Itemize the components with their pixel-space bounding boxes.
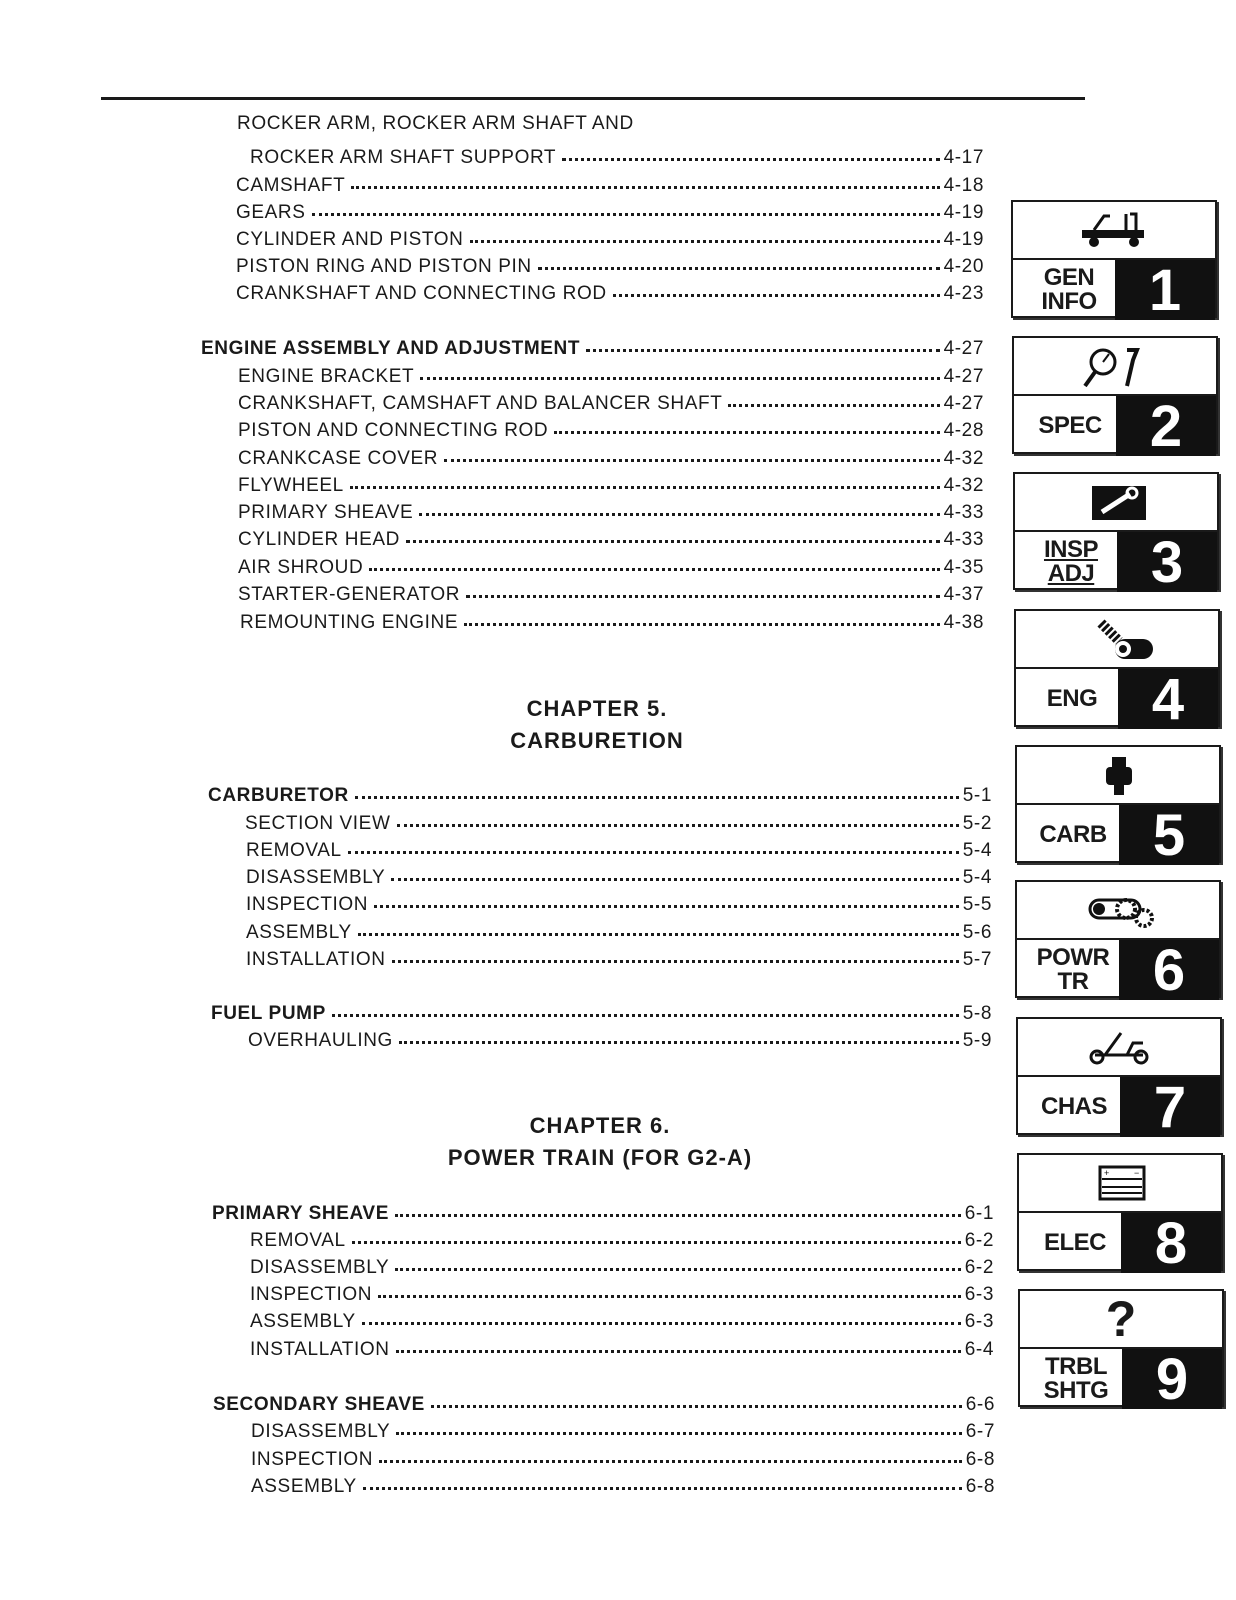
toc-entry-label: DISASSEMBLY bbox=[251, 1421, 391, 1442]
tab-code: SPEC bbox=[1038, 412, 1102, 439]
toc-heading-label: ENGINE ASSEMBLY AND ADJUSTMENT bbox=[201, 338, 581, 359]
chapter-number: CHAPTER 6. bbox=[529, 1113, 671, 1138]
tab-code: POWR TR bbox=[1036, 944, 1110, 995]
toc-entry-label: SECTION VIEW bbox=[245, 813, 391, 834]
dot-leader bbox=[332, 994, 959, 1017]
toc-entry-label: GEARS bbox=[236, 202, 306, 223]
dot-leader bbox=[350, 466, 940, 489]
tab-code: ENG bbox=[1046, 685, 1098, 712]
toc-entry-page: 4-19 bbox=[943, 202, 984, 223]
toc-entry-page: 4-35 bbox=[943, 557, 984, 578]
dot-leader bbox=[369, 548, 939, 571]
toc-entry-label: ENGINE BRACKET bbox=[238, 366, 415, 387]
toc-entry-page: 6-8 bbox=[965, 1476, 995, 1497]
toc-entry[interactable] bbox=[238, 441, 984, 469]
tab-number: 7 bbox=[1120, 1077, 1220, 1137]
tab-number: 4 bbox=[1118, 669, 1218, 729]
golf-cart-icon bbox=[1013, 202, 1215, 258]
toc-entry-label: CRANKSHAFT, CAMSHAFT AND BALANCER SHAFT bbox=[238, 393, 723, 414]
toc-entry-page: 4-18 bbox=[943, 175, 984, 196]
dot-leader bbox=[464, 603, 939, 626]
chapter-number: CHAPTER 5. bbox=[526, 696, 668, 721]
toc-entry-label: CYLINDER HEAD bbox=[238, 529, 400, 550]
toc-entry[interactable] bbox=[250, 1250, 994, 1278]
toc-entry-label: REMOVAL bbox=[246, 840, 342, 861]
dot-leader bbox=[355, 776, 959, 799]
tab-number: 9 bbox=[1122, 1349, 1222, 1409]
toc-entry-label: STARTER-GENERATOR bbox=[238, 584, 461, 605]
dot-leader bbox=[444, 439, 939, 462]
toc-entry[interactable] bbox=[236, 168, 984, 196]
dot-leader bbox=[470, 220, 940, 243]
toc-entry-page: 5-4 bbox=[962, 867, 992, 888]
svg-text:+: + bbox=[1104, 1168, 1110, 1178]
toc-entry-page: 6-2 bbox=[964, 1230, 994, 1251]
toc-heading-label: SECONDARY SHEAVE bbox=[213, 1394, 425, 1415]
toc-entry-label: CRANKCASE COVER bbox=[238, 448, 439, 469]
svg-text:−: − bbox=[1134, 1168, 1140, 1178]
tab-code: TRBL SHTG bbox=[1043, 1353, 1109, 1404]
toc-entry-page: 4-27 bbox=[943, 366, 984, 387]
dot-leader bbox=[420, 357, 939, 380]
tab-carb[interactable] bbox=[1015, 745, 1221, 868]
dot-leader bbox=[613, 274, 940, 297]
toc-entry-page: 6-2 bbox=[964, 1257, 994, 1278]
toc-entry[interactable] bbox=[236, 195, 984, 223]
toc-heading-page: 5-1 bbox=[962, 785, 992, 806]
tab-code: GEN INFO bbox=[1041, 264, 1097, 315]
dot-leader bbox=[431, 1385, 962, 1408]
tab-number: 3 bbox=[1117, 532, 1217, 592]
toc-entry-page: 5-5 bbox=[962, 894, 992, 915]
tab-code: CARB bbox=[1039, 821, 1107, 848]
toc-entry-page: 6-4 bbox=[964, 1339, 994, 1360]
toc-entry-label: CYLINDER AND PISTON bbox=[236, 229, 464, 250]
toc-heading-page: 6-6 bbox=[965, 1394, 995, 1415]
toc-entry-label: OVERHAULING bbox=[248, 1030, 393, 1051]
toc-entry[interactable] bbox=[251, 1469, 995, 1497]
toc-entry[interactable] bbox=[246, 833, 992, 861]
chapter-title: CARBURETION bbox=[510, 728, 684, 753]
toc-entry-page: 6-8 bbox=[965, 1449, 995, 1470]
dot-leader bbox=[406, 520, 940, 543]
toc-entry[interactable] bbox=[238, 495, 984, 523]
dot-leader bbox=[379, 1440, 962, 1463]
tab-gen-info[interactable] bbox=[1011, 200, 1217, 323]
tab-code: INSP ADJ bbox=[1043, 536, 1098, 587]
toc-entry[interactable] bbox=[246, 860, 992, 888]
toc-entry[interactable] bbox=[236, 276, 984, 304]
toc-entry[interactable] bbox=[236, 249, 984, 277]
toc-entry bbox=[237, 113, 634, 137]
dot-leader bbox=[397, 804, 959, 827]
toc-entry-page: 4-32 bbox=[943, 448, 984, 469]
toc-heading-page: 6-1 bbox=[964, 1203, 994, 1224]
gauge-caliper-icon bbox=[1014, 338, 1216, 394]
dot-leader bbox=[348, 831, 959, 854]
tab-code: CHAS bbox=[1040, 1093, 1107, 1120]
toc-entry-page: 5-6 bbox=[962, 922, 992, 943]
toc-entry[interactable] bbox=[250, 140, 984, 168]
dot-leader bbox=[728, 384, 939, 407]
tab-number: 5 bbox=[1119, 805, 1219, 865]
tab-spec[interactable] bbox=[1012, 336, 1218, 459]
toc-entry[interactable] bbox=[238, 577, 984, 605]
toc-entry-label: INSTALLATION bbox=[246, 949, 386, 970]
toc-entry-label: ASSEMBLY bbox=[246, 922, 352, 943]
dot-leader bbox=[378, 1275, 961, 1298]
tab-elec[interactable] bbox=[1017, 1153, 1223, 1276]
toc-entry-page: 4-19 bbox=[943, 229, 984, 250]
tab-number: 8 bbox=[1121, 1213, 1221, 1273]
toc-entry-page: 6-7 bbox=[965, 1421, 995, 1442]
toc-entry-label: PISTON RING AND PISTON PIN bbox=[236, 256, 532, 277]
toc-heading-label: PRIMARY SHEAVE bbox=[212, 1203, 389, 1224]
dot-leader bbox=[352, 1221, 961, 1244]
dot-leader bbox=[395, 1248, 960, 1271]
tab-powr-tr[interactable] bbox=[1015, 880, 1221, 1003]
toc-entry[interactable] bbox=[238, 359, 984, 387]
dot-leader bbox=[554, 411, 939, 434]
toc-entry-label: INSPECTION bbox=[246, 894, 369, 915]
toc-entry[interactable] bbox=[250, 1223, 994, 1251]
toc-entry-label: DISASSEMBLY bbox=[246, 867, 386, 888]
toc-entry-label: CRANKSHAFT AND CONNECTING ROD bbox=[236, 283, 607, 304]
carburetor-icon bbox=[1017, 747, 1219, 803]
toc-entry-label: PISTON AND CONNECTING ROD bbox=[238, 420, 549, 441]
toc-entry-page: 4-33 bbox=[943, 529, 984, 550]
tab-code: ELEC bbox=[1043, 1229, 1106, 1256]
toc-entry[interactable] bbox=[236, 222, 984, 250]
gears-belt-icon bbox=[1017, 882, 1219, 938]
toc-entry[interactable] bbox=[238, 386, 984, 414]
toc-entry-page: 5-2 bbox=[962, 813, 992, 834]
dot-leader bbox=[362, 1302, 961, 1325]
toc-entry-label: INSTALLATION bbox=[250, 1339, 390, 1360]
chassis-icon bbox=[1018, 1019, 1220, 1075]
toc-entry-label: FLYWHEEL bbox=[238, 475, 344, 496]
toc-entry[interactable] bbox=[246, 887, 992, 915]
dot-leader bbox=[374, 885, 959, 908]
toc-entry-label: ASSEMBLY bbox=[251, 1476, 357, 1497]
toc-entry-page: 6-3 bbox=[964, 1284, 994, 1305]
dot-leader bbox=[466, 575, 940, 598]
toc-entry[interactable] bbox=[238, 522, 984, 550]
toc-entry-page: 4-17 bbox=[943, 147, 984, 168]
battery-icon bbox=[1019, 1155, 1221, 1211]
toc-heading-page: 5-8 bbox=[962, 1003, 992, 1024]
toc-entry-label: ROCKER ARM, ROCKER ARM SHAFT AND bbox=[237, 113, 634, 134]
toc-entry-page: 4-28 bbox=[943, 420, 984, 441]
dot-leader bbox=[391, 858, 958, 881]
dot-leader bbox=[363, 1467, 962, 1490]
toc-entry[interactable] bbox=[250, 1304, 994, 1332]
toc-entry[interactable] bbox=[250, 1332, 994, 1360]
tab-insp-adj[interactable] bbox=[1013, 472, 1219, 595]
toc-heading[interactable] bbox=[211, 996, 992, 1024]
tab-number: 6 bbox=[1119, 940, 1219, 1000]
tab-trbl-shtg[interactable] bbox=[1018, 1289, 1224, 1412]
toc-entry-page: 6-3 bbox=[964, 1311, 994, 1332]
toc-entry[interactable] bbox=[246, 915, 992, 943]
toc-entry-label: AIR SHROUD bbox=[238, 557, 364, 578]
toc-heading[interactable] bbox=[212, 1196, 994, 1224]
toc-entry-label: DISASSEMBLY bbox=[250, 1257, 390, 1278]
toc-entry-page: 5-9 bbox=[962, 1030, 992, 1051]
toc-entry[interactable] bbox=[238, 413, 984, 441]
toc-heading[interactable] bbox=[213, 1387, 995, 1415]
chapter-title: POWER TRAIN (FOR G2-A) bbox=[447, 1145, 753, 1170]
dot-leader bbox=[419, 493, 939, 516]
dot-leader bbox=[399, 1021, 959, 1044]
dot-leader bbox=[358, 913, 959, 936]
toc-entry[interactable] bbox=[246, 942, 992, 970]
toc-entry-page: 4-38 bbox=[943, 612, 984, 633]
toc-entry-label: REMOVAL bbox=[250, 1230, 346, 1251]
toc-entry[interactable] bbox=[238, 468, 984, 496]
dot-leader bbox=[392, 940, 959, 963]
toc-entry-page: 4-23 bbox=[943, 283, 984, 304]
toc-entry-label: REMOUNTING ENGINE bbox=[240, 612, 459, 633]
dot-leader bbox=[396, 1330, 961, 1353]
toc-heading-label: CARBURETOR bbox=[208, 785, 349, 806]
toc-entry-label: INSPECTION bbox=[251, 1449, 374, 1470]
dot-leader bbox=[562, 138, 939, 161]
tab-number: 2 bbox=[1116, 396, 1216, 456]
question-icon: ? bbox=[1105, 1291, 1137, 1347]
toc-entry[interactable] bbox=[251, 1414, 995, 1442]
dot-leader bbox=[351, 166, 939, 189]
toc-entry-label: ASSEMBLY bbox=[250, 1311, 356, 1332]
engine-icon bbox=[1016, 611, 1218, 667]
toc-heading[interactable] bbox=[201, 331, 984, 359]
toc-entry-label: INSPECTION bbox=[250, 1284, 373, 1305]
toc-entry-page: 5-4 bbox=[962, 840, 992, 861]
dot-leader bbox=[586, 329, 940, 352]
toc-entry-page: 4-32 bbox=[943, 475, 984, 496]
tab-eng[interactable] bbox=[1014, 609, 1220, 732]
toc-entry-page: 4-27 bbox=[943, 393, 984, 414]
toc-entry-page: 4-20 bbox=[943, 256, 984, 277]
toc-entry-label: ROCKER ARM SHAFT SUPPORT bbox=[250, 147, 557, 168]
toc-entry-page: 5-7 bbox=[962, 949, 992, 970]
tab-number: 1 bbox=[1115, 260, 1215, 320]
toc-heading[interactable] bbox=[208, 778, 992, 806]
toc-entry-label: CAMSHAFT bbox=[236, 175, 346, 196]
wrench-hand-icon bbox=[1015, 474, 1217, 530]
toc-entry[interactable] bbox=[238, 550, 984, 578]
dot-leader bbox=[312, 193, 940, 216]
tab-chas[interactable] bbox=[1016, 1017, 1222, 1140]
toc-entry[interactable] bbox=[240, 605, 984, 633]
dot-leader bbox=[395, 1194, 961, 1217]
toc-entry-label: PRIMARY SHEAVE bbox=[238, 502, 414, 523]
toc-entry-page: 4-33 bbox=[943, 502, 984, 523]
toc-entry-page: 4-37 bbox=[943, 584, 984, 605]
dot-leader bbox=[396, 1412, 961, 1435]
toc-entry[interactable] bbox=[248, 1023, 992, 1051]
toc-heading-page: 4-27 bbox=[943, 338, 984, 359]
toc-entry[interactable] bbox=[245, 806, 992, 834]
toc-heading-label: FUEL PUMP bbox=[211, 1003, 326, 1024]
toc-entry[interactable] bbox=[250, 1277, 994, 1305]
toc-entry[interactable] bbox=[251, 1442, 995, 1470]
dot-leader bbox=[538, 247, 940, 270]
